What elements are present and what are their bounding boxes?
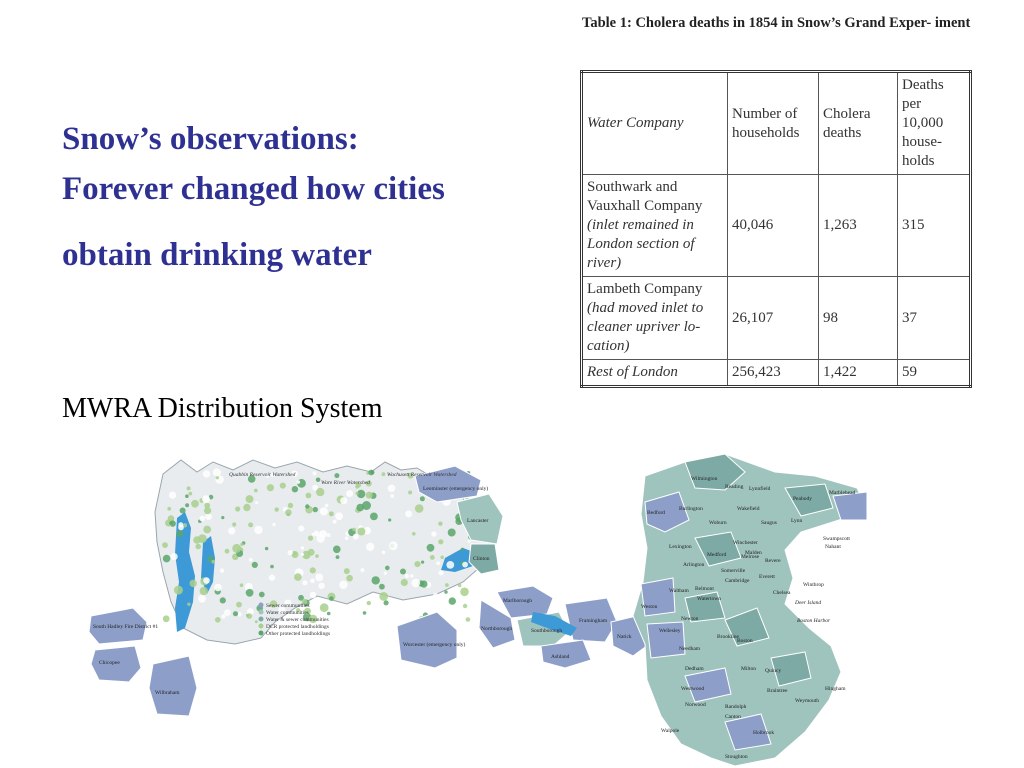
town-label: Canton [725,714,741,720]
protected-land-patch [384,600,389,605]
protected-land-patch [306,493,312,499]
town-label: Braintree [767,688,788,694]
protected-land-patch [252,562,258,568]
protected-land-patch [318,583,324,589]
rate-cell: 315 [898,175,971,277]
town-label: Wilmington [691,476,718,482]
protected-land-patch [188,492,192,496]
table-row [582,360,971,387]
protected-land-patch [410,574,414,578]
protected-land-patch [202,495,210,503]
legend-label: Sewer communities [266,603,310,609]
town-label: Lexington [669,544,692,550]
town-label: Randolph [725,704,747,710]
town-label: Marblehead [829,490,856,496]
town-label: Cambridge [725,578,750,584]
protected-land-patch [211,560,215,564]
protected-land-patch [329,596,334,601]
protected-land-patch [390,494,394,498]
slide-subtitle: MWRA Distribution System [62,393,383,424]
town-worcester [397,612,457,668]
company-cell: Rest of London [582,360,728,387]
protected-land-patch [400,569,406,575]
protected-land-patch [412,532,416,536]
households-cell: 40,046 [728,175,819,277]
protected-land-patch [187,486,191,490]
protected-land-patch [255,620,258,623]
protected-land-patch [312,485,318,491]
protected-land-patch [308,549,315,556]
town-label: South Hadley Fire District #1 [93,624,159,630]
protected-land-patch [430,555,435,560]
table-row [582,175,971,277]
protected-land-patch [445,583,449,587]
protected-land-patch [272,523,275,526]
title-line: Snow’s observations: [62,121,359,157]
town-label: Saugus [761,520,777,526]
protected-land-patch [292,486,298,492]
protected-land-patch [425,601,433,609]
protected-land-patch [314,531,320,537]
protected-land-patch [190,580,197,587]
protected-land-patch [169,492,176,499]
protected-land-patch [214,584,222,592]
protected-land-patch [221,516,224,519]
protected-land-patch [333,546,341,554]
protected-land-patch [180,508,186,514]
town-label: Everett [759,574,775,580]
town-label: Walpole [661,728,680,734]
protected-land-patch [449,597,456,604]
town-label: Dedham [685,666,704,672]
town-label: Winthrop [803,582,824,588]
legend-swatch [259,624,264,629]
protected-land-patch [310,567,316,573]
watershed-label: Ware River Watershed [321,480,370,486]
protected-land-patch [313,471,317,475]
protected-land-patch [366,543,374,551]
protected-land-patch [331,617,338,624]
protected-land-patch [379,592,388,601]
protected-land-patch [267,484,274,491]
protected-land-patch [185,503,189,507]
households-cell: 26,107 [728,277,819,360]
town-label: Natick [617,634,632,640]
protected-land-patch [243,504,250,511]
protected-land-patch [352,528,356,532]
protected-land-patch [198,595,206,603]
protected-land-patch [344,568,350,574]
town-label: Leominster (emergency only) [423,486,489,492]
protected-land-patch [193,536,201,544]
protected-land-patch [439,570,444,575]
town-label: Southborough [531,628,563,634]
rate-cell: 59 [898,360,971,387]
town-label: Holbrook [753,730,775,736]
protected-land-patch [340,497,347,504]
protected-land-patch [448,529,456,537]
header-rate: Deaths per 10,000 house- holds [898,72,971,175]
protected-land-patch [357,528,365,536]
town-label: Stoughton [725,754,748,760]
protected-land-patch [298,526,304,532]
protected-land-patch [235,506,240,511]
protected-land-patch [259,592,265,598]
protected-land-patch [233,611,238,616]
town-label: Milton [741,666,756,672]
protected-land-patch [308,536,313,541]
protected-land-patch [461,548,464,551]
watershed-label: Quabbin Reservoir Watershed [229,472,296,478]
protected-land-patch [313,507,318,512]
protected-land-patch [431,531,436,536]
protected-land-patch [195,544,201,550]
town-wilbraham [149,656,197,716]
town-label: Clinton [473,556,490,562]
town-label: Lancaster [467,518,489,524]
town-label: Waltham [669,588,689,594]
town-label: Watertown [697,596,721,602]
company-note: (inlet remained in London section of river) [587,217,695,271]
protected-land-patch [436,561,440,565]
protected-land-patch [315,574,323,582]
protected-land-patch [163,615,170,622]
protected-land-patch [463,604,467,608]
protected-land-patch [176,530,183,537]
protected-land-patch [363,611,367,615]
protected-land-patch [370,513,378,521]
town-label: Boston Harbor [797,618,831,624]
town-label: Ashland [551,654,570,660]
company-name: Southwark and Vauxhall Company [587,179,703,214]
protected-land-patch [327,533,331,537]
protected-land-patch [240,583,244,587]
protected-land-patch [162,542,168,548]
protected-land-patch [301,546,304,549]
cholera-table [580,70,972,388]
protected-land-patch [320,603,329,612]
town-label: Wellesley [659,628,681,634]
protected-land-patch [294,573,302,581]
protected-land-patch [246,589,254,597]
protected-land-patch [228,527,235,534]
town-label: Weston [641,604,658,610]
deaths-cell: 98 [819,277,898,360]
protected-land-patch [204,507,211,514]
table-row [582,277,971,360]
company-cell [582,277,728,360]
town-label: Reading [725,484,744,490]
protected-land-patch [310,592,316,598]
protected-land-patch [444,590,447,593]
protected-land-patch [215,617,221,623]
protected-land-patch [362,501,371,510]
protected-land-patch [254,526,262,534]
protected-land-patch [301,553,304,556]
protected-land-patch [438,539,443,544]
protected-land-patch [382,551,386,555]
protected-land-patch [372,576,380,584]
watershed-label: Wachusett Reservoir Watershed [387,472,457,478]
protected-land-patch [246,495,254,503]
protected-land-patch [203,526,211,534]
protected-land-patch [240,543,243,546]
town-label: Lynn [791,518,803,524]
protected-land-patch [205,513,212,520]
protected-land-patch [325,504,329,508]
protected-land-patch [345,536,349,540]
deaths-cell: 1,263 [819,175,898,277]
protected-land-patch [269,574,275,580]
protected-land-patch [305,504,309,508]
town-label: Newton [681,616,699,622]
header-company: Water Company [582,72,728,175]
protected-land-patch [388,485,396,493]
town-label: Burlington [679,506,703,512]
town-label: Wilbraham [155,690,180,696]
protected-land-patch [462,562,468,568]
protected-land-patch [232,522,236,526]
town-label: Westwood [681,686,705,692]
protected-land-patch [368,470,374,476]
protected-land-patch [468,540,471,543]
legend-swatch [259,603,264,608]
town-label: Winchester [733,540,758,546]
rate-cell: 37 [898,277,971,360]
header-households: Number of households [728,72,819,175]
protected-land-patch [167,507,171,511]
protected-land-patch [191,500,199,508]
town-label: Arlington [683,562,705,568]
protected-land-patch [232,544,241,553]
protected-land-patch [224,609,231,616]
protected-land-patch [401,579,408,586]
protected-land-patch [163,555,171,563]
protected-land-patch [433,593,438,598]
town-label: Northborough [481,626,513,632]
protected-land-patch [280,483,286,489]
protected-land-patch [203,577,210,584]
town-label: Weymouth [795,698,819,704]
protected-land-patch [408,491,412,495]
town-label: Lynnfield [749,486,771,492]
protected-land-patch [379,584,385,590]
town-label: Melrose [741,554,760,560]
town-label: Swampscott [823,536,850,542]
protected-land-patch [405,574,409,578]
slide-title [62,114,562,280]
protected-land-patch [438,522,442,526]
protected-land-patch [329,511,334,516]
protected-land-patch [236,602,242,608]
protected-land-patch [216,476,219,479]
town-label: Chelsea [773,590,791,596]
town-label: Deer Island [795,600,822,606]
protected-land-patch [327,612,331,616]
town-label: Woburn [709,520,727,526]
protected-land-patch [458,584,462,588]
town-label: Norwood [685,702,706,708]
protected-land-patch [384,571,387,574]
protected-land-patch [420,496,425,501]
protected-land-patch [249,558,253,562]
legend-label: Water communities [266,610,309,616]
protected-land-patch [346,575,353,582]
town-label: Bedford [647,510,666,516]
protected-land-patch [310,579,315,584]
town-label: Belmont [695,586,714,592]
town-label: Framingham [579,618,608,624]
protected-land-patch [339,581,347,589]
legend-swatch [259,610,264,615]
protected-land-patch [315,554,319,558]
protected-land-patch [391,610,394,613]
protected-land-patch [275,507,279,511]
company-name: Lambeth Company [587,281,703,297]
protected-land-patch [185,494,189,498]
protected-land-patch [270,565,274,569]
protected-land-patch [385,566,390,571]
protected-land-patch [415,504,424,513]
protected-land-patch [248,522,253,527]
protected-land-patch [225,549,230,554]
town-label: Medford [707,552,727,558]
title-line: Forever changed how cities [62,171,445,207]
legend-label: Water & sewer communities [266,617,329,623]
town-label: Somerville [721,568,746,574]
town-label: Peabody [793,496,812,502]
protected-land-patch [460,588,469,597]
legend-label: DCR protected landholdings [266,624,329,630]
protected-land-patch [220,597,226,603]
protected-land-patch [333,520,337,524]
protected-land-patch [203,470,210,477]
protected-land-patch [174,586,183,595]
protected-land-patch [427,544,435,552]
protected-land-patch [247,613,253,619]
protected-land-patch [171,553,178,560]
protected-land-patch [178,522,183,527]
protected-land-patch [334,473,339,478]
legend-label: Other protected landholdings [266,631,331,637]
protected-land-patch [414,561,420,567]
protected-land-patch [335,512,343,520]
protected-land-patch [316,478,321,483]
town-label: Wakefield [737,506,760,512]
protected-land-patch [302,580,307,585]
protected-land-patch [373,609,377,613]
protected-land-patch [255,501,258,504]
company-note: (had moved inlet to cleaner upriver lo- cation) [587,300,704,354]
town-label: Hingham [825,686,846,692]
protected-land-patch [213,468,221,476]
protected-land-patch [355,492,358,495]
protected-land-patch [288,550,293,555]
protected-land-patch [320,507,328,515]
protected-land-patch [440,556,444,560]
town-label: Chicopee [99,660,120,666]
mwra-map [85,432,875,768]
protected-land-patch [405,510,412,517]
town-label: Marlborough [503,598,533,604]
town-label: Worcester (emergency only) [403,642,466,648]
protected-land-patch [319,530,327,538]
protected-land-patch [420,581,427,588]
protected-land-patch [389,541,398,550]
town-label: Brookline [717,634,739,640]
town-label: Revere [765,558,781,564]
protected-land-patch [265,547,268,550]
table-caption: Table 1: Cholera deaths in 1854 in Snow’s Grand Exper- iment [582,15,971,31]
protected-land-patch [366,492,373,499]
protected-land-patch [346,490,353,497]
town-label: Boston [737,638,753,644]
protected-land-patch [353,534,359,540]
company-cell [582,175,728,277]
protected-land-patch [169,521,173,525]
table-header-row [582,72,971,175]
protected-land-patch [360,568,364,572]
town-label: Quincy [765,668,782,674]
protected-land-patch [367,601,371,605]
protected-land-patch [412,579,421,588]
title-line: obtain drinking water [62,237,372,273]
protected-land-patch [199,516,205,522]
protected-land-patch [382,472,386,476]
protected-land-patch [421,561,424,564]
households-cell: 256,423 [728,360,819,387]
protected-land-patch [297,480,301,484]
protected-land-patch [200,587,208,595]
protected-land-patch [220,568,224,572]
protected-land-patch [285,509,292,516]
legend-swatch [259,617,264,622]
map-legend [259,603,331,638]
town-label: Malden [745,550,762,556]
town-label: Needham [679,646,701,652]
protected-land-patch [466,617,471,622]
protected-land-patch [221,614,225,618]
legend-swatch [259,631,264,636]
protected-land-patch [254,489,258,493]
protected-land-patch [288,503,293,508]
protected-land-patch [388,518,391,521]
protected-land-patch [446,561,454,569]
town-label: Nahant [825,544,841,550]
header-deaths: Cholera deaths [819,72,898,175]
protected-land-patch [336,555,340,559]
deaths-cell: 1,422 [819,360,898,387]
mwra-map-svg [85,432,875,768]
protected-land-patch [187,603,190,606]
